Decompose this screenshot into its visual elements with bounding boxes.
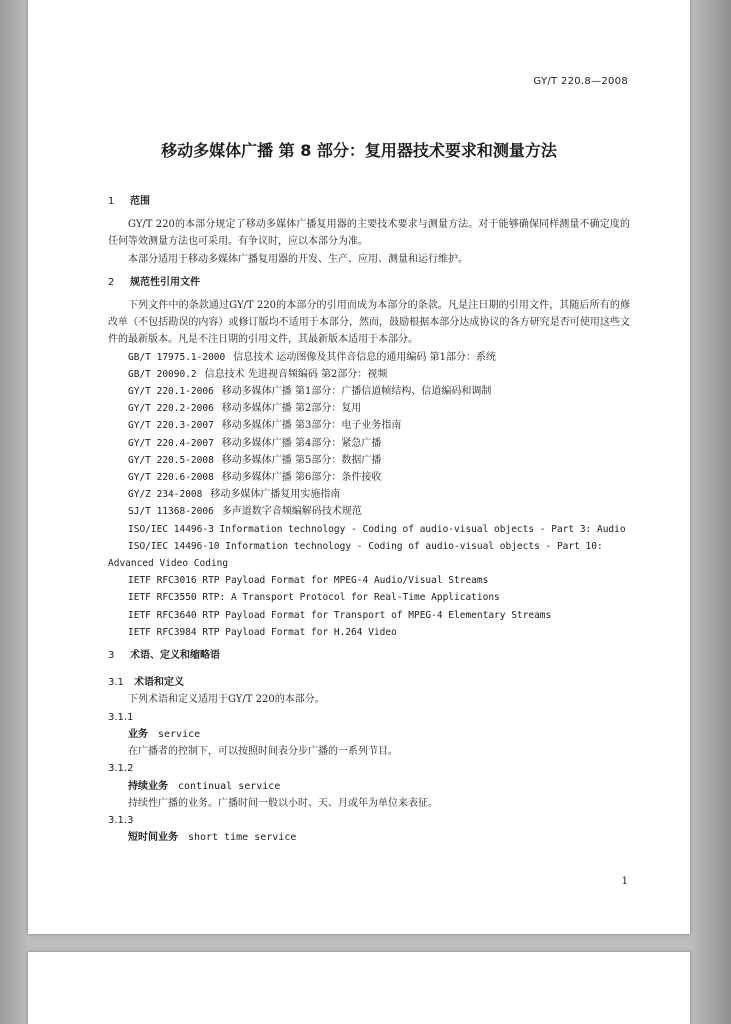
- reference-title: 移动多媒体广播 第6部分：条件接收: [221, 472, 382, 484]
- document-title: 移动多媒体广播 第 8 部分：复用器技术要求和测量方法: [161, 141, 557, 160]
- reference-item: [108, 400, 630, 417]
- section-2-heading: [108, 274, 630, 291]
- reference-item: ISO/IEC 14496-3 Information technology - Coding of audio-visual objects - Part 3: Audio: [128, 523, 626, 535]
- term-heading: [108, 726, 630, 743]
- document-page[interactable]: [28, 0, 690, 934]
- section-title: 术语、定义和缩略语: [130, 650, 220, 662]
- paragraph: 本部分适用于移动多媒体广播复用器的开发、生产、应用、测量和运行维护。: [128, 253, 468, 265]
- document-body: [108, 193, 630, 846]
- reference-code: GY/T 220.2-2006: [128, 403, 214, 415]
- paragraph: 下列文件中的条款通过GY/T 220的本部分的引用而成为本部分的条款。凡是注日期的引用文件，其随后所有的修改单（不包括勘误的内容）或修订版均不适用于本部分，然而，鼓励根据本部分达成协议的各方研究是否可使用这些文件的最新版本。凡是不注日期的引用文件，其最新版本适用于本部分。: [108, 300, 630, 346]
- reference-item: [108, 486, 630, 503]
- term-heading: [108, 829, 630, 846]
- reference-line-continued: Advanced Video Coding: [108, 558, 229, 570]
- reference-item: [108, 452, 630, 469]
- reference-title: 移动多媒体广播 第3部分：电子业务指南: [221, 420, 402, 432]
- section-number: 2: [108, 276, 115, 288]
- subsection-3-1-heading: [108, 674, 630, 691]
- reference-item: [108, 469, 630, 486]
- reference-item: [108, 435, 630, 452]
- reference-item: IETF RFC3640 RTP Payload Format for Transport of MPEG-4 Elementary Streams: [128, 609, 552, 621]
- reference-code: GY/T 220.3-2007: [128, 420, 214, 432]
- reference-title: 移动多媒体广播复用实施指南: [210, 489, 341, 501]
- section-3-heading: [108, 647, 630, 664]
- reference-item: [108, 538, 630, 572]
- reference-title: 移动多媒体广播 第4部分：紧急广播: [221, 437, 382, 449]
- section-title: 范围: [130, 196, 150, 207]
- term-number: 3.1.2: [108, 763, 134, 775]
- term-definition: 在广播者的控制下，可以按照时间表分步广播的一系列节目。: [128, 746, 398, 758]
- paragraph: 下列术语和定义适用于GY/T 220的本部分。: [128, 694, 325, 706]
- term-definition: 持续性广播的业务。广播时间一般以小时、天、月或年为单位来表征。: [128, 797, 438, 809]
- standard-code: GY/T 220.8—2008: [533, 76, 628, 87]
- reference-code: GY/T 220.6-2008: [128, 472, 214, 484]
- term-number: 3.1.3: [108, 814, 134, 826]
- reference-item: IETF RFC3016 RTP Payload Format for MPEG-4 Audio/Visual Streams: [128, 575, 489, 587]
- reference-item: [108, 383, 630, 400]
- reference-code: GY/T 220.5-2008: [128, 454, 214, 466]
- paragraph: GY/T 220的本部分规定了移动多媒体广播复用器的主要技术要求与测量方法。对于能够确保同样测量不确定度的任何等效测量方法也可采用。有争议时，应以本部分为准。: [108, 219, 630, 248]
- section-1-heading: [108, 193, 630, 210]
- reference-line: ISO/IEC 14496-10 Information technology - Coding of audio-visual objects - Part 10:: [128, 540, 603, 552]
- reference-title: 信息技术 运动图像及其伴音信息的通用编码 第1部分：系统: [233, 351, 496, 363]
- reference-code: GB/T 17975.1-2000: [128, 351, 226, 363]
- next-document-page[interactable]: [28, 952, 690, 1024]
- reference-item: IETF RFC3984 RTP Payload Format for H.264 Video: [128, 626, 397, 638]
- subsection-title: 术语和定义: [134, 677, 184, 689]
- reference-code: GY/T 220.4-2007: [128, 437, 214, 449]
- reference-title: 移动多媒体广播 第2部分：复用: [221, 403, 362, 415]
- section-title: 规范性引用文件: [130, 276, 200, 288]
- reference-title: 移动多媒体广播 第5部分：数据广播: [221, 454, 382, 466]
- reference-item: [108, 503, 630, 520]
- reference-item: [108, 417, 630, 434]
- reference-title: 移动多媒体广播 第1部分：广播信道帧结构、信道编码和调制: [221, 386, 492, 398]
- term-en: service: [158, 728, 201, 740]
- section-number: 3: [108, 650, 115, 662]
- term-number: 3.1.1: [108, 711, 134, 723]
- reference-title: 多声道数字音频编解码技术规范: [221, 506, 362, 518]
- term-heading: [108, 778, 630, 795]
- term-zh: 短时间业务: [128, 832, 178, 844]
- reference-item: IETF RFC3550 RTP: A Transport Protocol for Real-Time Applications: [128, 592, 500, 604]
- reference-title: 信息技术 先进视音频编码 第2部分：视频: [204, 368, 388, 380]
- reference-item: [108, 349, 630, 366]
- term-en: short time service: [188, 832, 297, 844]
- page-number: 1: [621, 876, 628, 887]
- subsection-number: 3.1: [108, 677, 124, 689]
- term-zh: 业务: [128, 728, 148, 740]
- reference-code: GY/Z 234-2008: [128, 489, 203, 501]
- term-zh: 持续业务: [128, 780, 168, 792]
- section-number: 1: [108, 196, 115, 207]
- reference-code: SJ/T 11368-2006: [128, 506, 214, 518]
- term-en: continual service: [178, 780, 281, 792]
- reference-code: GB/T 20090.2: [128, 368, 197, 380]
- reference-item: [108, 366, 630, 383]
- reference-code: GY/T 220.1-2006: [128, 386, 214, 398]
